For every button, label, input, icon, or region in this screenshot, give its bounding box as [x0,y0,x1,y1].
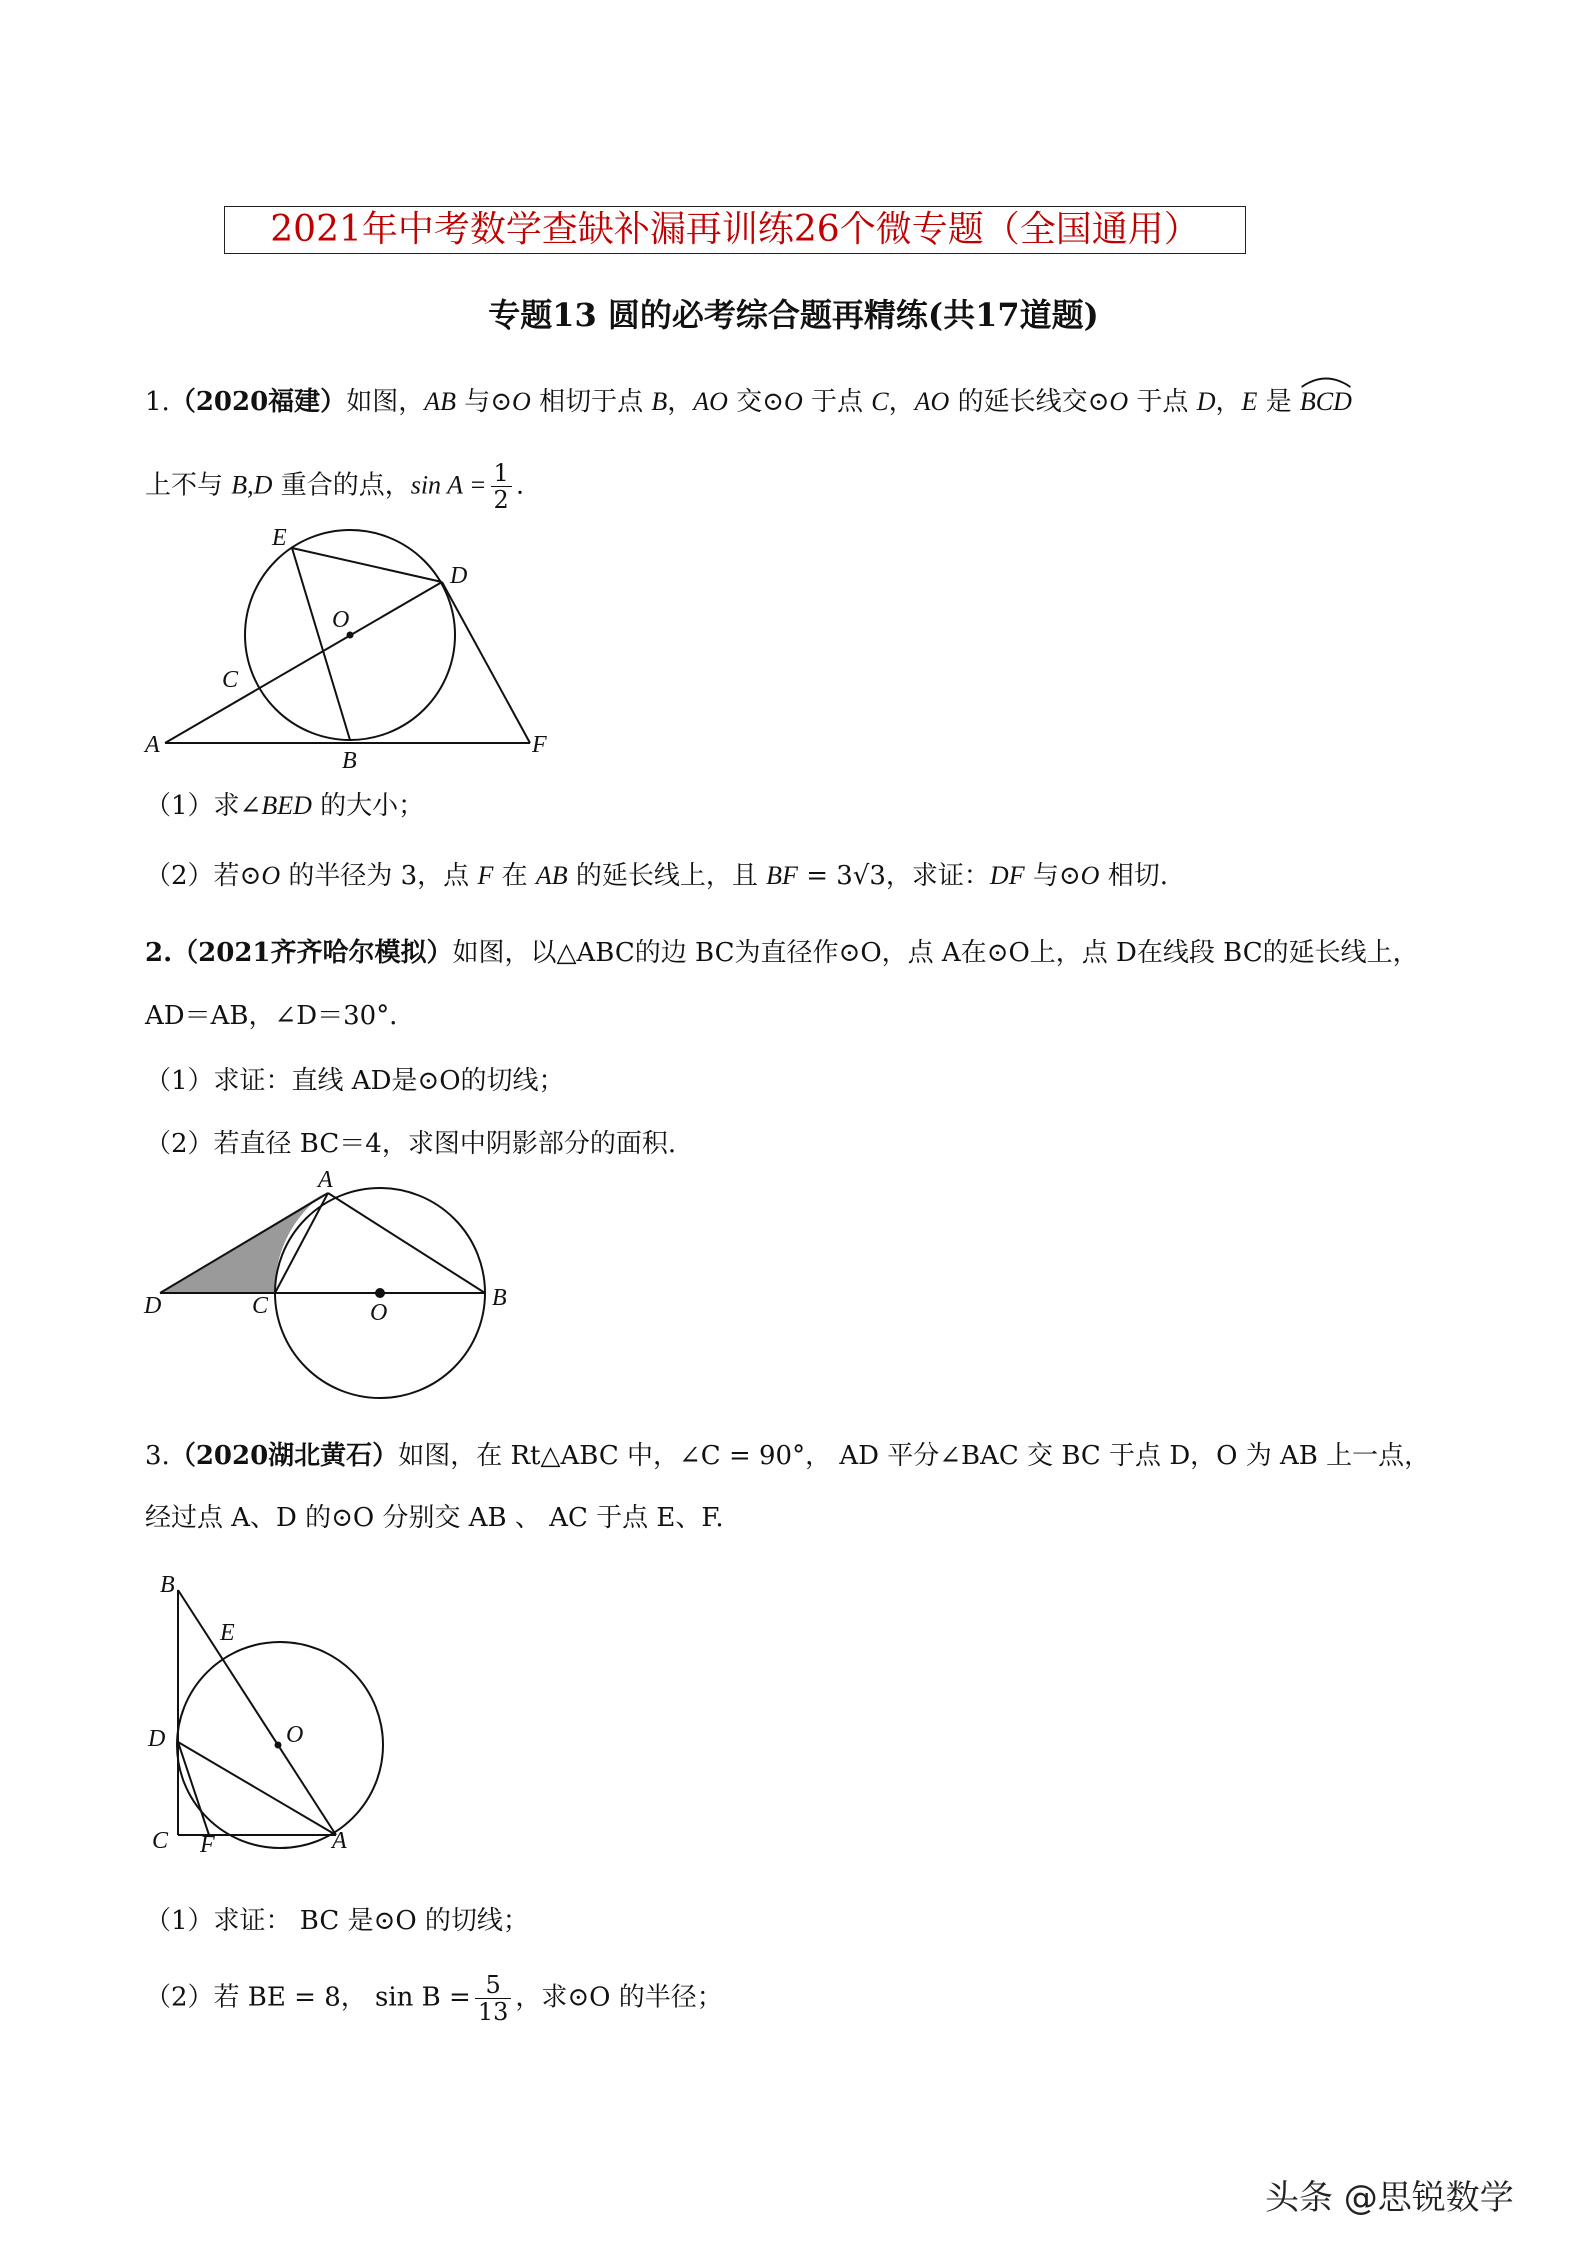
label-a: A [145,732,160,758]
q2-source: （2021齐齐哈尔模拟） [172,938,453,968]
line-da [178,1742,336,1835]
q1-math: O [261,861,281,890]
q2-line2: AD＝AB，∠D＝30°． [145,1001,416,1031]
label-b: B [160,1572,175,1598]
q1-text: （2）若⊙ [145,861,262,891]
q1-text: 的半径为 3，点 [280,861,478,891]
arc-mark [1300,374,1352,388]
q1-text: 相切于点 [530,387,652,417]
q3-line1 [145,1438,1430,1474]
q1-math: O [512,387,531,416]
q1-math: O [1080,861,1100,890]
q2-text: 如图，以△ABC的边 BC为直径作⊙O，点 A在⊙O上，点 D在线段 BC的延长线上， [452,938,1419,968]
q1-math: O [1109,387,1129,416]
q1-math: B,D [231,470,273,500]
q1-math: B [651,387,668,416]
q2-figure [140,1165,540,1415]
arc-bcd [1300,384,1352,420]
q2-part2: （2）若直径 BC＝4，求图中阴影部分的面积. [145,1129,677,1159]
q3-figure [140,1570,440,1860]
label-o: O [370,1300,388,1326]
line-ed [292,548,442,582]
q1-text: . [515,470,525,501]
label-d: D [148,1726,166,1752]
fraction-denominator: 13 [477,1998,509,2026]
q1-text: ， [667,387,694,417]
q1-figure [140,515,570,775]
label-f: F [200,1832,215,1858]
q1-math: AB [535,861,568,890]
fraction-denominator: 2 [493,486,509,514]
line-ab [328,1193,485,1293]
line-df [442,582,530,743]
line-eb [292,548,350,740]
q1-part2 [145,858,1168,894]
q3-number: 3. [145,1441,170,1471]
label-f: F [532,732,547,758]
q1-part1 [145,788,424,824]
q1-text: 于点 [1128,387,1197,417]
q1-math: DF [989,861,1025,890]
label-b: B [492,1285,507,1311]
label-a: A [318,1167,333,1193]
q1-math: C [871,387,889,416]
q3-text: （2）若 BE = 8， sin B = [145,1982,471,2013]
fraction-five-thirteenths [475,1972,512,2025]
q1-text: 的延长线交⊙ [949,387,1110,417]
q3-part1: （1）求证： BC 是⊙O 的切线； [145,1906,529,1936]
q1-text: ，求证： [885,861,990,891]
q1-text: 在 [493,861,536,891]
q3-text: ，求⊙O 的半径； [515,1982,723,2013]
q1-text: ， [888,387,915,417]
q1-source: （2020福建） [169,387,347,417]
label-c: C [152,1828,169,1854]
q1-text: （1）求 [145,791,240,821]
q1-text: 上不与 [145,470,232,501]
q3-text: 如图，在 Rt△ABC 中，∠C = 90°， AD 平分∠BAC 交 BC 于点 D，O 为 AB 上一点， [398,1441,1431,1471]
label-b: B [342,748,357,774]
fraction-numerator: 1 [491,460,512,487]
label-c: C [252,1293,269,1319]
fraction-numerator: 5 [475,1972,512,1999]
q1-math: E [1241,387,1258,416]
label-o: O [332,607,350,633]
q1-math: AB [424,387,456,416]
q1-math: O [783,387,803,416]
q1-text: = 3√3 [797,861,886,891]
q1-line1 [145,384,1352,420]
q1-text: ， [1215,387,1242,417]
q1-math: AO [914,387,950,416]
q1-text: 的延长线上，且 [567,861,767,891]
label-a: A [332,1828,347,1854]
label-c: C [222,667,239,693]
fraction-one-half [491,460,512,513]
label-d: D [450,563,468,589]
q1-text: 的大小； [311,791,425,821]
q1-text: 于点 [802,387,872,417]
q1-text: 相切. [1099,861,1168,891]
label-e: E [272,525,287,551]
q1-text: 交⊙ [727,387,784,417]
q1-text: 如图， [346,387,425,417]
q1-math: D [1196,387,1216,416]
q1-line2 [145,460,524,513]
q1-math: ∠BED [239,791,312,820]
line-df [178,1742,209,1835]
q2-part1: （1）求证：直线 AD是⊙O的切线； [145,1066,565,1096]
watermark: 头条 @思锐数学 [1265,2178,1514,2218]
q1-sin-a: sin A = [410,470,487,500]
q2-number: 2. [145,938,173,968]
q3-line2: 经过点 A、D 的⊙O 分别交 AB 、 AC 于点 E、F. [145,1503,724,1533]
q3-part2 [145,1972,723,2025]
topic-subtitle: 专题13 圆的必考综合题再精练(共17道题) [488,296,1099,334]
line-ad [165,582,442,743]
line-ba [178,1590,336,1835]
label-e: E [220,1620,235,1646]
center-dot [275,1742,282,1749]
q1-text: 与⊙ [1024,861,1081,891]
q3-source: （2020湖北黄石） [169,1441,399,1471]
center-dot [375,1288,385,1298]
q1-math: BF [766,861,798,890]
q1-math: BCD [1299,387,1352,416]
q1-text: 与⊙ [455,387,513,417]
q1-math: F [477,861,494,890]
label-d: D [144,1293,162,1319]
document-title: 2021年中考数学查缺补漏再训练26个微专题（全国通用） [224,206,1246,254]
label-o: O [286,1722,304,1748]
q1-math: AO [693,387,728,416]
q1-number: 1. [145,387,170,417]
q1-text: 重合的点， [272,470,411,501]
q2-line1 [145,935,1419,971]
q1-text: 是 [1257,387,1300,417]
